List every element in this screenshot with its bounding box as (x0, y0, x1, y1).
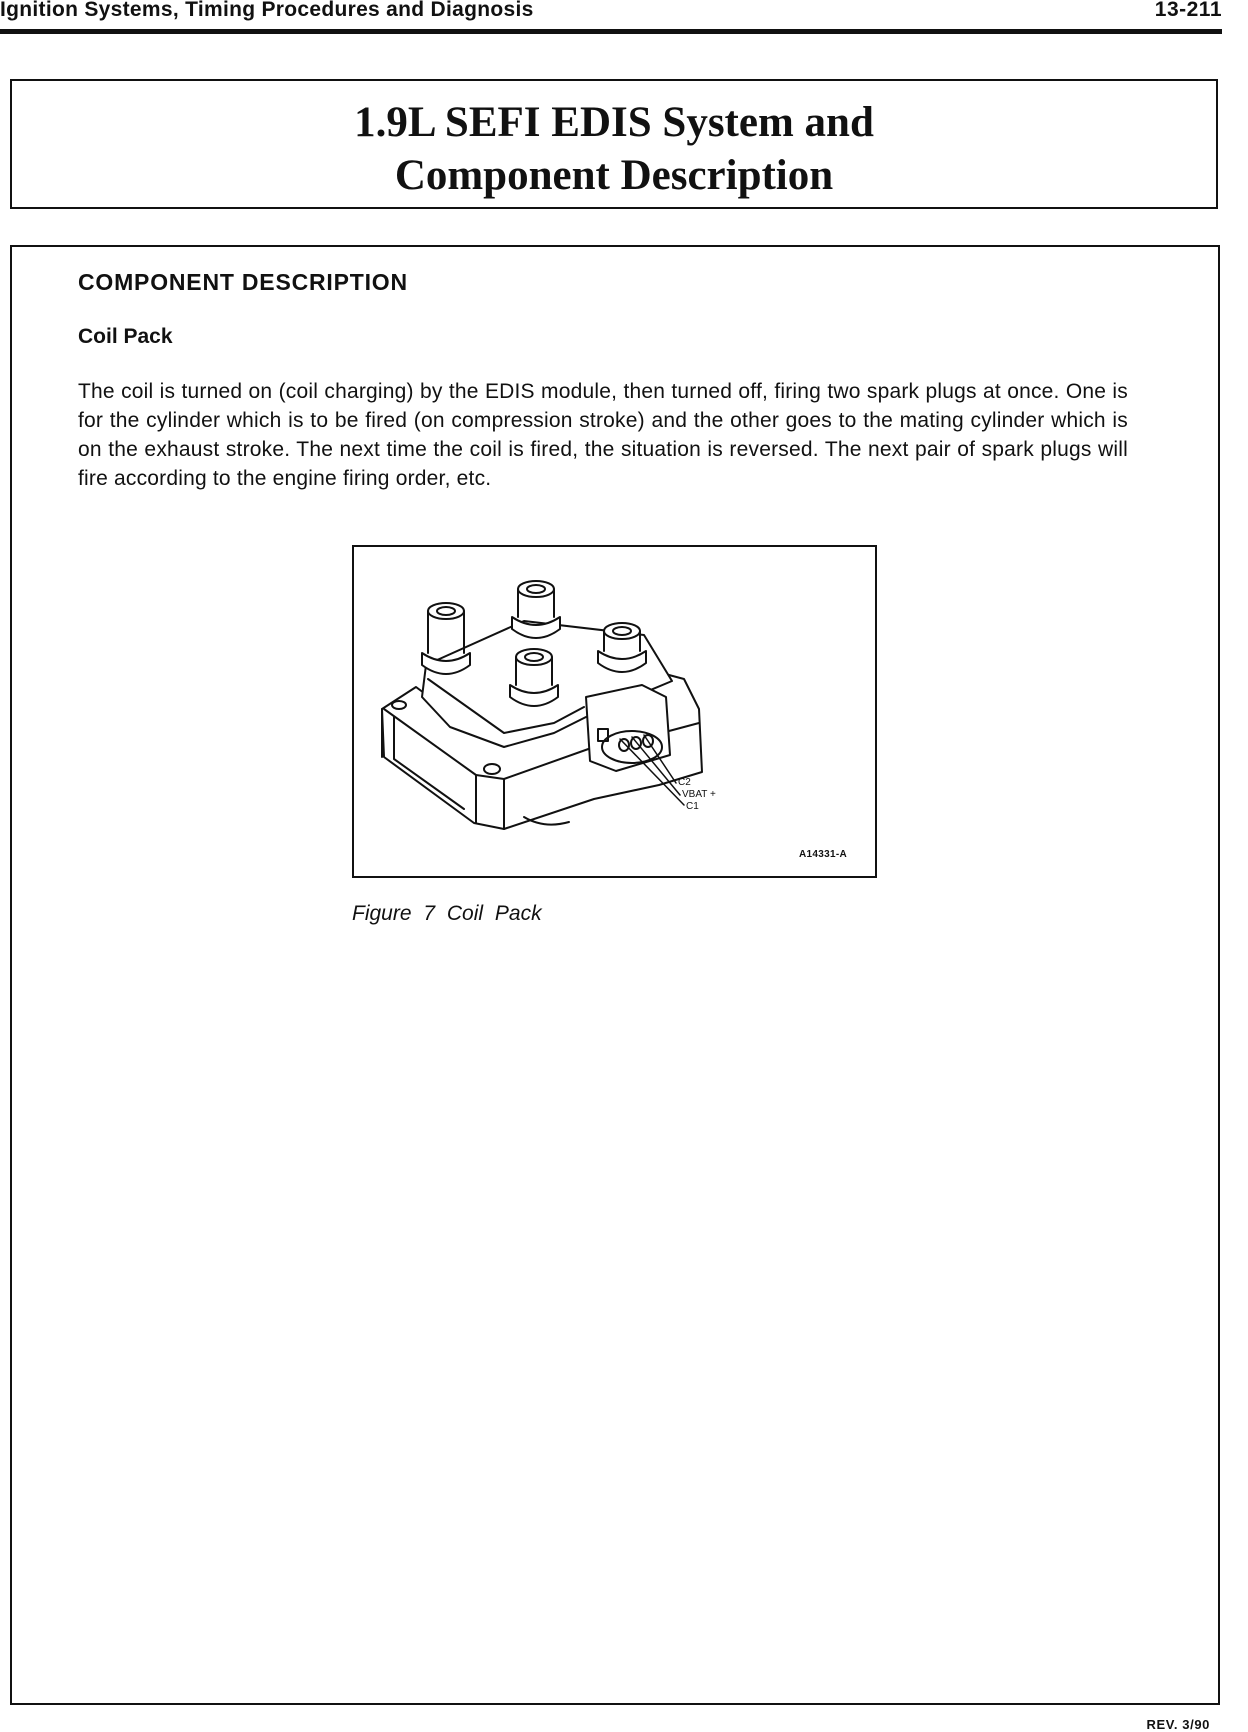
figure-box (352, 545, 877, 878)
figure-caption: Figure 7 Coil Pack (352, 902, 542, 925)
section-heading: COMPONENT DESCRIPTION (78, 269, 408, 295)
running-header-title: Ignition Systems, Timing Procedures and Diagnosis (0, 0, 534, 21)
content-box (10, 245, 1220, 1705)
coil-pack-illustration (354, 547, 875, 876)
body-paragraph: The coil is turned on (coil charging) by the EDIS module, then turned off, firing two spark plugs at once. One is for the cylinder which is to be fired (on compression stroke) and the other goes to the mating cylinder which is on the exhaust stroke. The next time the coil is fired, the situation is reversed. The next pair of spark plugs will fire according to the engine firing order, etc. (78, 380, 1128, 490)
page-number: 13-211 (1154, 0, 1222, 21)
revision-footer: REV. 3/90 (1146, 1717, 1210, 1732)
label-c1: C1 (686, 801, 699, 812)
header-rule (0, 29, 1222, 34)
page-title: 1.9L SEFI EDIS System and Component Description (354, 99, 874, 199)
title-box (10, 79, 1218, 209)
sub-heading: Coil Pack (78, 325, 173, 348)
figure-id: A14331-A (799, 849, 847, 860)
label-vbat: VBAT + (682, 789, 716, 800)
label-c2: C2 (678, 777, 691, 788)
